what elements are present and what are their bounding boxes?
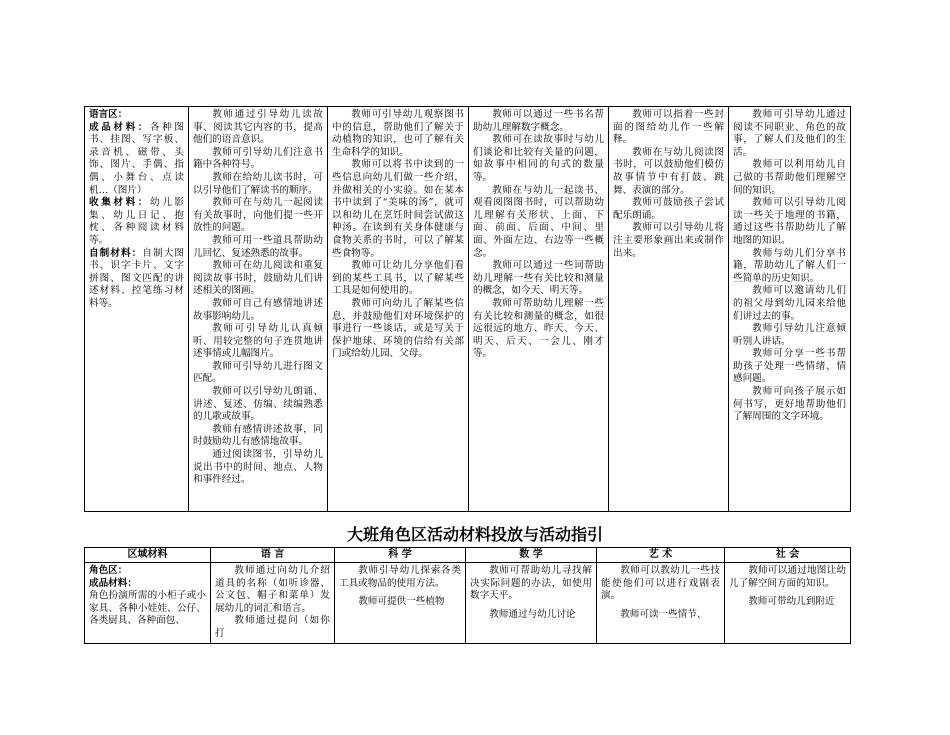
society-cell	[725, 563, 851, 644]
top-activity-table	[84, 106, 851, 512]
area-heading: 语言区：	[89, 109, 128, 120]
role-area-table	[84, 547, 851, 644]
materials-cell	[85, 563, 211, 644]
math-cell	[466, 563, 597, 644]
paragraph: 教师可带幼儿到附近	[748, 596, 835, 608]
paragraph: 教师可帮助幼儿理解一些有关比较和测量的概念，如很远很远的地方、昨天、今天、明天、后天、一会儿、刚才等。	[473, 297, 604, 360]
paragraph: 教师引导幼儿探索各类工具或物品的使用方法。	[339, 565, 461, 589]
paragraph: 教师可在与幼儿一起阅读有关故事时，向他们提一些开放性的问题。	[193, 197, 323, 234]
paragraph: 教师可帮助幼儿寻找解决实际问题的办法，如使用数字天平。	[470, 565, 592, 602]
paragraph: 教师在与幼儿阅读图书时，可以鼓励他们模仿故事情节中有打鼓、跳舞、表演的部分。	[613, 146, 724, 196]
header-materials: 区域材料	[85, 548, 211, 563]
homemade-materials: 自制材料：自制大图书、识字卡片、文字拼图、图文匹配的讲述材料、控笔练习材料等。	[89, 247, 185, 309]
language-cell	[189, 107, 328, 512]
paragraph: 教师可引导幼儿们注意书籍中各种符号。	[193, 146, 323, 171]
paragraph: 教师可引导幼儿认真倾听、用较完整的句子连贯地讲述事情或儿幅图片。	[193, 323, 323, 360]
art-cell	[609, 107, 729, 512]
area-heading: 角色区：	[89, 565, 128, 576]
paragraph: 教师通过向幼儿介绍道具的名称（如听诊器、公文包、帽子和菜单）发展幼儿的词汇和语言。	[215, 565, 330, 614]
paragraph: 教师可用一些道具帮助幼儿回忆、复述熟悉的故事。	[193, 234, 323, 259]
header-science: 科 学	[335, 548, 466, 563]
paragraph: 教师可以将书中读到的一些信息向幼儿们做一些介绍，并做相关的小实验。如在某本书中读到了“美味的汤”，就可以和幼儿在烹饪时间尝试做这种汤。在读到有关身体健康与食物关系的书时，可以了解某些食物等。	[332, 159, 464, 259]
paragraph: 教师可提供一些植物	[358, 596, 445, 608]
paragraph: 教师可引导幼儿观察图书中的信息，帮助他们了解关于动植物的知识，也可了解有关生命科学的知识。	[332, 109, 464, 158]
paragraph: 教师可以通过地图让幼儿了解空间方面的知识。	[729, 565, 846, 589]
society-cell	[729, 107, 851, 512]
paragraph: 教师可在读故事时与幼儿们谈论和比较有关量的问题，如故事中相同的句式的数量等。	[473, 134, 604, 183]
paragraph: 教师可让幼儿分享他们看到的某些工具书，以了解某些工具是如何使用的。	[332, 260, 464, 297]
table-header-row	[85, 548, 851, 563]
paragraph: 教师可以通过一些词帮助幼儿理解一些有关比较和测量的概念，如今天、明天等。	[473, 260, 604, 297]
art-cell	[597, 563, 725, 644]
language-cell	[211, 563, 335, 644]
paragraph: 教师可引导幼儿通过阅读不同职业、角色的故事，了解人们及他们的生活。	[733, 109, 846, 158]
paragraph: 教师可读一些情节、	[620, 608, 707, 620]
paragraph: 教师可以邀请幼儿们的祖父母到幼儿园来给他们讲过去的事。	[733, 285, 846, 322]
paragraph: 教师可以教幼儿一些技能使他们可以进行戏剧表演。	[601, 565, 720, 602]
paragraph: 教师可以指着一些封面的图给幼儿作一些解释。	[613, 109, 724, 146]
paragraph: 教师可以引导幼儿将注主要形象画出来或制作出来。	[613, 222, 724, 259]
header-math: 数 学	[466, 548, 597, 563]
paragraph: 教师在与幼儿一起读书、观看阅图图书时，可以帮助幼儿理解有关形状、上面、下面、前面、后面、中间、里面、外面左边、右边等一些概念。	[473, 184, 604, 259]
paragraph: 教师可在幼儿阅读和重复阅读故事书时，鼓励幼儿们讲述相关的图画。	[193, 260, 323, 297]
header-art: 艺 术	[597, 548, 725, 563]
table-row	[85, 563, 851, 644]
science-cell	[328, 107, 469, 512]
paragraph: 教师可以引导幼儿阅读一些关于地理的书籍，通过这些书帮助幼儿了解地图的知识。	[733, 197, 846, 246]
math-cell	[469, 107, 609, 512]
paragraph: 教师通过与幼儿讨论	[489, 608, 576, 620]
finished-materials: 成品材料：各种图书、挂图、写字板、录音机、磁带、头饰、图片、手偶、指偶、小舞台、点读机…（图片）	[89, 121, 185, 196]
science-cell	[335, 563, 466, 644]
paragraph: 教师可以引导幼儿朗诵、讲述、复述、仿编、续编熟悉的儿歌或故事。	[193, 386, 323, 423]
paragraph: 教师有感情讲述故事，同时鼓励幼儿有感情地故事。	[193, 423, 323, 448]
finished-materials: 成品材料：	[89, 577, 137, 589]
collected-materials: 收集材料：幼儿影集、幼儿日记、抱枕、各种阅读材料等。	[89, 197, 185, 246]
paragraph: 教师在给幼儿读书时，可以引导他们了解读书的顺序。	[193, 171, 323, 196]
paragraph: 教师可以通过一些书名帮助幼儿理解数字概念。	[473, 109, 604, 133]
section-title: 大班角色区活动材料投放与活动指引	[346, 525, 603, 544]
paragraph: 角色扮演所需的小柜子或小家具、各种小娃娃、公仔、各类厨具、各种面包、	[89, 590, 206, 627]
paragraph: 教师可向孩子展示如何书写，更好地帮助他们了解周围的文字环境。	[733, 386, 846, 423]
table-row	[85, 107, 851, 512]
header-society: 社 会	[725, 548, 851, 563]
header-language: 语 言	[211, 548, 335, 563]
paragraph: 教师可自己有感情地讲述故事影响幼儿。	[193, 297, 323, 322]
paragraph: 教师通过提问（如你打	[215, 615, 330, 639]
paragraph: 教师可向幼儿了解某些信息，并鼓励他们对环境保护的事进行一些谈话，或是写关于保护地球、环境的信给有关部门或给幼儿园、父母。	[332, 297, 464, 360]
paragraph: 教师通过引导幼儿读故事、阅读其它内容的书，提高他们的语音意识。	[193, 109, 323, 146]
paragraph: 教师可分享一些书帮助孩子处理一些情绪、情感问题。	[733, 348, 846, 385]
paragraph: 教师可引导幼儿进行图文匹配。	[193, 360, 323, 385]
paragraph: 教师可以利用幼儿自己做的书帮助他们理解空间的知识。	[733, 159, 846, 196]
paragraph: 教师可鼓励孩子尝试配乐朗诵。	[613, 197, 724, 221]
paragraph: 教师与幼儿们分享书籍，帮助幼儿了解人们一些简单的历史知识。	[733, 247, 846, 284]
materials-cell	[85, 107, 189, 512]
paragraph: 通过阅读图书，引导幼儿说出书中的时间、地点、人物和事件经过。	[193, 449, 323, 486]
paragraph: 教师引导幼儿注意倾听别人讲话。	[733, 323, 846, 347]
